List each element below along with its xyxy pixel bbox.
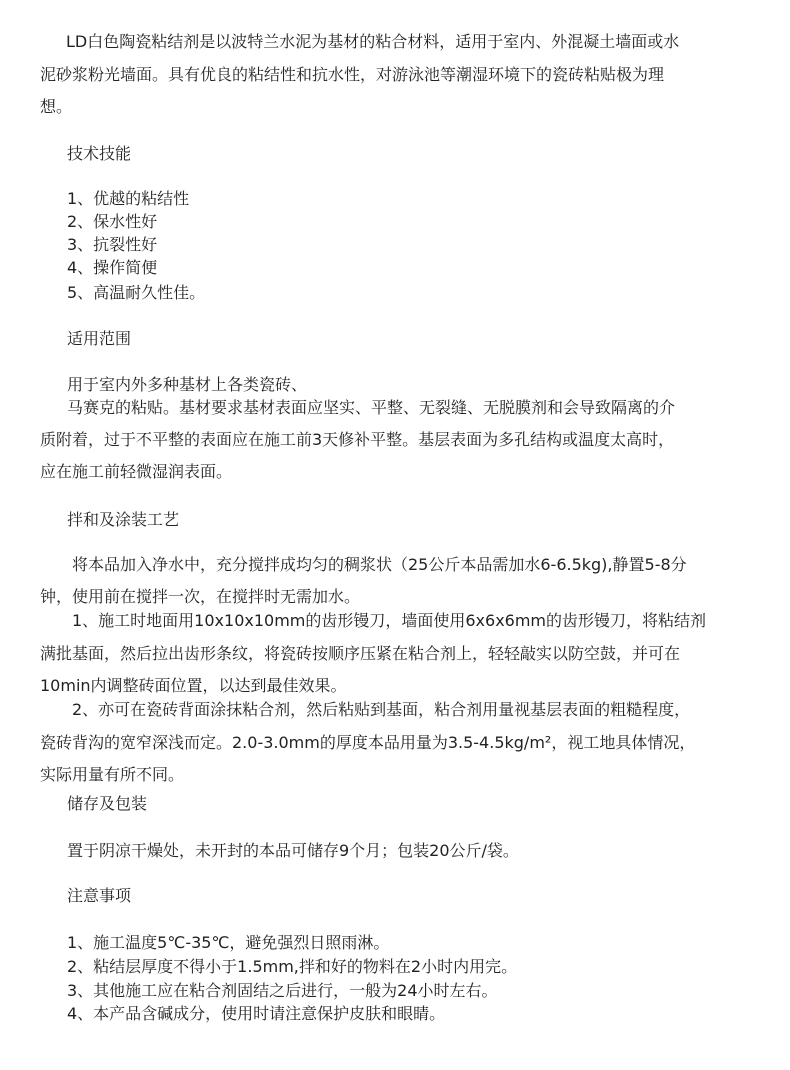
tech-list-item: 2、保水性好 <box>67 212 158 231</box>
section-heading-tech: 技术技能 <box>67 144 132 163</box>
notes-list-item: 3、其他施工应在粘合剂固结之后进行，一般为24小时左右。 <box>67 981 498 1000</box>
scope-line-1: 用于室内外多种基材上各类瓷砖、 <box>67 375 308 394</box>
storage-line-1: 置于阴凉干燥处，未开封的本品可储存9个月；包装20公斤/袋。 <box>67 841 519 860</box>
scope-line-2: 马赛克的粘贴。基材要求基材表面应坚实、平整、无裂缝、无脱膜剂和会导致隔离的介 <box>67 398 676 417</box>
mixing-p2-line-3: 10min内调整砖面位置，以达到最佳效果。 <box>40 676 347 695</box>
mixing-p1-line-2: 钟，使用前在搅拌一次，在搅拌时无需加水。 <box>40 587 361 606</box>
section-heading-mixing: 拌和及涂装工艺 <box>67 510 180 529</box>
tech-list-item: 3、抗裂性好 <box>67 235 158 254</box>
intro-line-2: 泥砂浆粉光墙面。具有优良的粘结性和抗水性，对游泳池等潮湿环境下的瓷砖粘贴极为理 <box>40 65 665 84</box>
scope-line-4: 应在施工前轻微湿润表面。 <box>40 462 233 481</box>
section-heading-scope: 适用范围 <box>67 329 132 348</box>
mixing-p1-line-1: 将本品加入净水中，充分搅拌成均匀的稠浆状（25公斤本品需加水6-6.5kg),静置5-8分 <box>72 555 687 574</box>
tech-list-item: 1、优越的粘结性 <box>67 189 190 208</box>
section-heading-storage: 储存及包装 <box>67 794 148 813</box>
notes-list-item: 2、粘结层厚度不得小于1.5mm,拌和好的物料在2小时内用完。 <box>67 957 518 976</box>
mixing-p2-line-1: 1、施工时地面用10x10x10mm的齿形镘刀，墙面使用6x6x6mm的齿形镘刀，将粘结剂 <box>72 611 707 630</box>
intro-line-3: 想。 <box>40 97 73 116</box>
tech-list-item: 5、高温耐久性佳。 <box>67 283 206 302</box>
mixing-p2-line-2: 满批基面，然后拉出齿形条纹，将瓷砖按顺序压紧在粘合剂上，轻轻敲实以防空鼓，并可在 <box>40 644 681 663</box>
mixing-p3-line-1: 2、亦可在瓷砖背面涂抹粘合剂，然后粘贴到基面，粘合剂用量视基层表面的粗糙程度， <box>72 700 691 719</box>
tech-list-item: 4、操作简便 <box>67 258 158 277</box>
notes-list-item: 1、施工温度5℃-35℃，避免强烈日照雨淋。 <box>67 933 390 952</box>
intro-line-1: LD白色陶瓷粘结剂是以波特兰水泥为基材的粘合材料，适用于室内、外混凝土墙面或水 <box>66 32 680 51</box>
notes-list-item: 4、本产品含碱成分，使用时请注意保护皮肤和眼睛。 <box>67 1004 446 1023</box>
section-heading-notes: 注意事项 <box>67 886 132 905</box>
mixing-p3-line-3: 实际用量有所不同。 <box>40 765 185 784</box>
scope-line-3: 质附着，过于不平整的表面应在施工前3天修补平整。基层表面为多孔结构或温度太高时， <box>40 430 675 449</box>
mixing-p3-line-2: 瓷砖背沟的宽窄深浅而定。2.0-3.0mm的厚度本品用量为3.5-4.5kg/m²，视工地具体情况， <box>40 733 696 752</box>
